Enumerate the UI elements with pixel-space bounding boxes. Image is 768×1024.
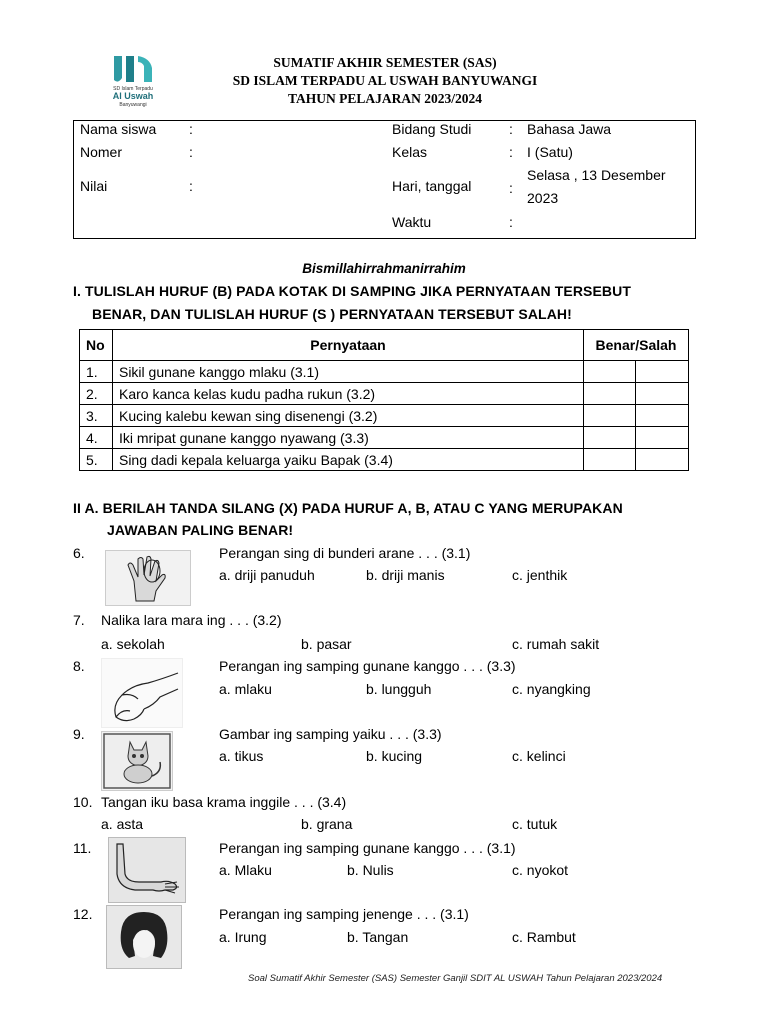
logo-mark-icon [100,52,166,108]
row-text: Kucing kalebu kewan sing disenengi (3.2) [112,405,583,427]
answer-box[interactable] [636,383,689,405]
logo-text-3: Banyuwangi [119,102,147,108]
arm-picture [108,837,186,903]
hand-picture [105,550,191,606]
option-a[interactable]: a. tikus [219,748,264,764]
option-c[interactable]: c. kelinci [512,748,566,764]
row-no: 4. [80,427,113,449]
hair-picture [106,905,182,969]
question-number: 8. [73,658,85,674]
option-b[interactable]: b. driji manis [366,567,445,583]
nama-label: Nama siswa [80,121,157,137]
page-footer: Soal Sumatif Akhir Semester (SAS) Semester Ganjil SDIT AL USWAH Tahun Pelajaran 2023/2024 [248,973,663,984]
cat-icon [102,732,172,790]
answer-box[interactable] [584,449,636,471]
header-line-2: SD ISLAM TERPADU AL USWAH BANYUWANGI [232,73,538,88]
answer-box[interactable] [584,361,636,383]
section2-instruction-2: JAWABAN PALING BENAR! [107,522,294,538]
table-header-row [80,330,689,361]
row-text: Iki mripat gunane kanggo nyawang (3.3) [112,427,583,449]
section2-instruction-1: II A. BERILAH TANDA SILANG (X) PADA HURUF A, B, ATAU C YANG MERUPAKAN [73,500,623,516]
hand-grip-picture [101,658,183,728]
option-c[interactable]: c. nyangking [512,681,591,697]
logo-text-1: SD Islam Terpadu [113,86,153,92]
option-b[interactable]: b. Tangan [347,929,409,945]
answer-box[interactable] [636,361,689,383]
kelas-label: Kelas [392,144,428,160]
row-no: 5. [80,449,113,471]
hand-icon [106,551,190,605]
table-row [80,361,689,383]
answer-box[interactable] [584,405,636,427]
option-a[interactable]: a. asta [101,816,144,832]
arm-icon [109,838,185,902]
option-c[interactable]: c. Rambut [512,929,576,945]
row-no: 2. [80,383,113,405]
section1-instruction-2: BENAR, DAN TULISLAH HURUF (S ) PERNYATAAN TERSEBUT SALAH! [92,306,572,322]
option-c[interactable]: c. nyokot [512,862,569,878]
waktu-label: Waktu [392,214,432,230]
option-c[interactable]: c. tutuk [512,816,558,832]
option-a[interactable]: a. sekolah [101,636,165,652]
kelas-colon: : [509,144,513,160]
option-b[interactable]: b. pasar [301,636,352,652]
bidang-value: Bahasa Jawa [527,121,612,137]
option-a[interactable]: a. Mlaku [219,862,272,878]
table-row [80,383,689,405]
section1-instruction-1: I. TULISLAH HURUF (B) PADA KOTAK DI SAMPING JIKA PERNYATAAN TERSEBUT [73,283,631,299]
question-number: 10. [73,794,93,810]
option-b[interactable]: b. lungguh [366,681,432,697]
hari-label: Hari, tanggal [392,178,472,194]
option-c[interactable]: c. jenthik [512,567,568,583]
question-text: Perangan ing samping jenenge . . . (3.1) [219,906,469,922]
waktu-colon: : [509,214,513,230]
question-text: Perangan ing samping gunane kanggo . . . (3.1) [219,840,516,856]
answer-box[interactable] [584,427,636,449]
question-number: 12. [73,906,93,922]
question-text: Perangan sing di bunderi arane . . . (3.1) [219,545,471,561]
question-number: 6. [73,545,85,561]
option-a[interactable]: a. mlaku [219,681,272,697]
answer-box[interactable] [584,383,636,405]
row-no: 1. [80,361,113,383]
row-text: Sing dadi kepala keluarga yaiku Bapak (3.4) [112,449,583,471]
header-benar-salah: Benar/Salah [584,330,689,361]
row-text: Karo kanca kelas kudu padha rukun (3.2) [112,383,583,405]
option-a[interactable]: a. driji panuduh [219,567,315,583]
nilai-colon: : [189,178,193,194]
hari-value-1: Selasa , 13 Desember [527,167,666,183]
school-logo [100,52,166,108]
nomer-colon: : [189,144,193,160]
question-number: 7. [73,612,85,628]
question-text: Nalika lara mara ing . . . (3.2) [101,612,282,628]
answer-box[interactable] [636,405,689,427]
header-line-3: TAHUN PELAJARAN 2023/2024 [287,91,482,106]
answer-box[interactable] [636,427,689,449]
table-row [80,405,689,427]
question-text: Gambar ing samping yaiku . . . (3.3) [219,726,442,742]
header-line-1: SUMATIF AKHIR SEMESTER (SAS) [273,55,497,70]
option-b[interactable]: b. Nulis [347,862,394,878]
hari-value-2: 2023 [527,190,559,206]
logo-text-2: Al Uswah [112,91,154,101]
statement-table [79,329,689,471]
table-row [80,427,689,449]
hair-icon [107,906,181,968]
nomer-label: Nomer [80,144,123,160]
bidang-colon: : [509,121,513,137]
hari-colon: : [509,180,513,196]
gripping-hand-icon [102,659,182,727]
bismillah: Bismillahirrahmanirrahim [302,261,466,276]
nilai-label: Nilai [80,178,108,194]
answer-box[interactable] [636,449,689,471]
nama-colon: : [189,121,193,137]
question-number: 9. [73,726,85,742]
question-text: Perangan ing samping gunane kanggo . . . (3.3) [219,658,516,674]
question-number: 11. [73,840,92,856]
table-row [80,449,689,471]
option-a[interactable]: a. Irung [219,929,267,945]
identity-box [73,120,696,239]
bidang-label: Bidang Studi [392,121,472,137]
row-no: 3. [80,405,113,427]
option-b[interactable]: b. kucing [366,748,423,764]
option-c[interactable]: c. rumah sakit [512,636,600,652]
header-pernyataan: Pernyataan [112,330,583,361]
question-text: Tangan iku basa krama inggile . . . (3.4) [101,794,347,810]
row-text: Sikil gunane kanggo mlaku (3.1) [112,361,583,383]
cat-picture [101,731,173,791]
kelas-value: I (Satu) [527,144,573,160]
option-b[interactable]: b. grana [301,816,353,832]
header-no: No [80,330,113,361]
